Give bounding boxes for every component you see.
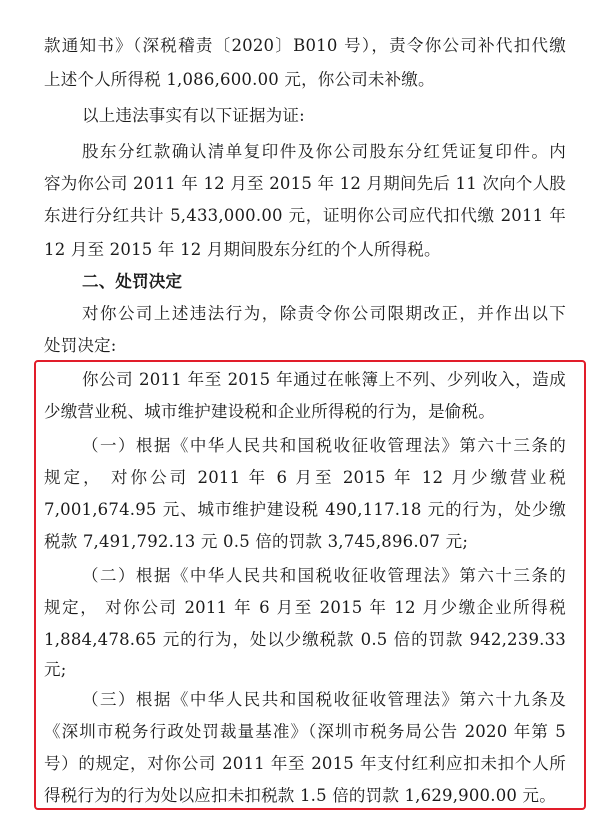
text-line: 款通知书》（深税稽责〔2020〕B010 号），责令你公司补代扣代缴 [44,36,566,55]
text-line: 以上违法事实有以下证据为证: [82,106,305,125]
text-line: 容为你公司 2011 年 12 月至 2015 年 12 月期间先后 11 次向个人股 [44,174,566,193]
text-line: 《深圳市税务行政处罚裁量基准》（深圳市税务局公告 2020 年第 5 [44,722,566,741]
text-line: 12 月至 2015 年 12 月期间股东分红的个人所得税。 [44,240,441,259]
text-line: （二）根据《中华人民共和国税收征收管理法》第六十三条的 [82,566,566,585]
text-line: 股东分红款确认清单复印件及你公司股东分红凭证复印件。内 [82,142,566,161]
text-line: 东进行分红共计 5,433,000.00 元，证明你公司应代扣代缴 2011 年 [44,206,566,225]
text-line: 少缴营业税、城市维护建设税和企业所得税的行为，是偷税。 [44,402,495,421]
text-line: 上述个人所得税 1,086,600.00 元，你公司未补缴。 [44,70,435,89]
text-line: 税款 7,491,792.13 元 0.5 倍的罚款 3,745,896.07 元; [44,532,469,551]
text-line: 得税行为的行为处以应扣未扣税款 1.5 倍的罚款 1,629,900.00 元。 [44,786,556,805]
text-line: 对你公司上述违法行为，除责令你公司限期改正，并作出以下 [82,304,566,323]
text-line: 规定， 对你公司 2011 年 6 月至 2015 年 12 月少缴企业所得税 [44,598,566,617]
text-line: （一）根据《中华人民共和国税收征收管理法》第六十三条的 [82,436,566,455]
text-line: 规定， 对你公司 2011 年 6 月至 2015 年 12 月少缴营业税 [44,468,566,487]
text-line: 7,001,674.95 元、城市维护建设税 490,117.18 元的行为，处少缴 [44,500,566,519]
text-line: 号）的规定，对你公司 2011 年至 2015 年支付红利应扣未扣个人所 [44,754,566,773]
text-line: 你公司 2011 年至 2015 年通过在帐簿上不列、少列收入，造成 [82,370,566,389]
text-line: 元; [44,660,67,679]
text-line: 处罚决定: [44,336,117,355]
section-heading: 二、处罚决定 [82,272,183,291]
highlight-box [34,360,586,810]
text-line: （三）根据《中华人民共和国税收征收管理法》第六十九条及 [82,690,566,709]
text-line: 1,884,478.65 元的行为，处以少缴税款 0.5 倍的罚款 942,239.33 [44,630,566,649]
